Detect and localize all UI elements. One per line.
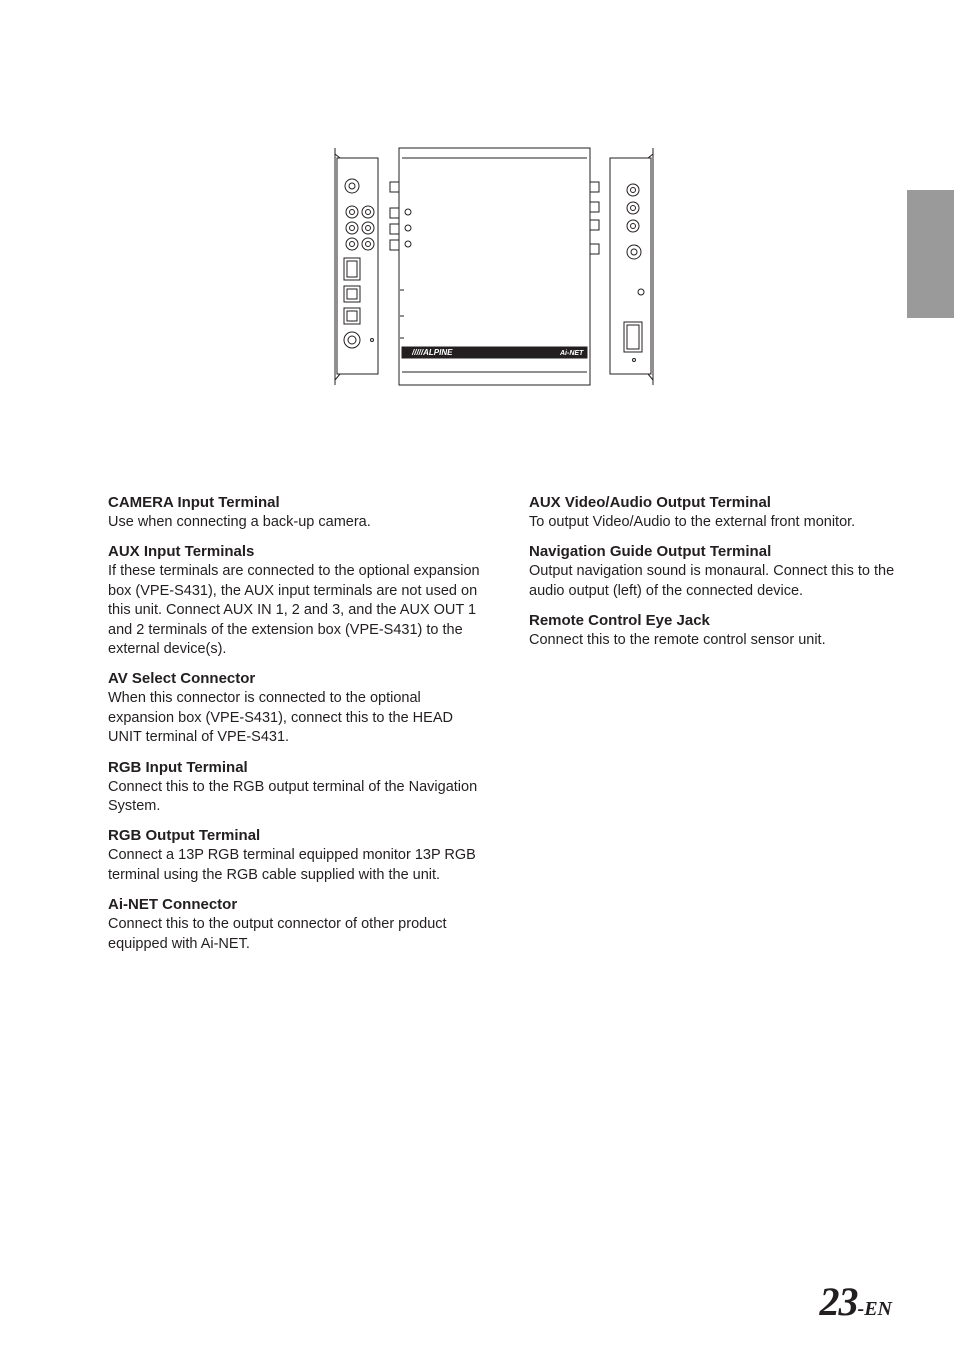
- section-body: Connect this to the output connector of other product equipped with Ai-NET.: [108, 916, 447, 952]
- section-body: To output Video/Audio to the external front monitor.: [529, 514, 856, 530]
- section-heading: AUX Input Terminals: [108, 543, 255, 561]
- section-body: Connect this to the remote control sensor unit.: [529, 632, 826, 649]
- alpine-logo: /////ALPINE: [412, 348, 453, 357]
- section-body: Use when connecting a back-up camera.: [108, 514, 371, 530]
- aux-input-section: [108, 541, 480, 659]
- page-number: [820, 1278, 892, 1325]
- rgb-input-section: [108, 757, 480, 817]
- left-column: [108, 492, 480, 963]
- unit-diagram: [320, 140, 660, 390]
- page-number-suffix: -EN: [857, 1298, 892, 1320]
- section-body: Connect a 13P RGB terminal equipped monitor 13P RGB terminal using the RGB cable supplied with the unit.: [108, 847, 476, 883]
- aux-output-section: [529, 492, 899, 532]
- page-number-value: 23: [819, 1279, 858, 1324]
- section-heading: Ai-NET Connector: [108, 896, 238, 914]
- camera-input-section: [108, 492, 480, 532]
- right-panel: [610, 148, 653, 385]
- section-body: When this connector is connected to the optional expansion box (VPE-S431), connect this to the HEAD UNIT terminal of VPE-S431.: [108, 690, 453, 746]
- section-heading: RGB Input Terminal: [108, 758, 248, 776]
- section-body: Connect this to the RGB output terminal of the Navigation System.: [108, 778, 478, 815]
- right-column: [529, 492, 899, 660]
- section-side-tab: [907, 190, 954, 318]
- remote-eye-section: [529, 610, 899, 650]
- section-body: Output navigation sound is monaural. Connect this to the audio output (left) of the connected device.: [529, 563, 895, 599]
- section-body: If these terminals are connected to the optional expansion box (VPE-S431), the AUX input terminals are not used on this unit. Connect AUX IN 1, 2 and 3, and the AUX OUT 1 and 2 terminals of the extension box (VPE-S431) to the external device(s).: [108, 563, 480, 658]
- ainet-logo: Ai-NET: [560, 350, 584, 357]
- section-heading: CAMERA Input Terminal: [108, 494, 280, 511]
- nav-guide-output-section: [529, 541, 899, 601]
- section-heading: AUX Video/Audio Output Terminal: [529, 494, 771, 511]
- left-panel: [335, 148, 378, 385]
- rgb-output-section: [108, 825, 480, 885]
- av-select-section: [108, 668, 480, 747]
- section-heading: AV Select Connector: [108, 670, 256, 688]
- section-heading: RGB Output Terminal: [108, 827, 261, 845]
- section-heading: Remote Control Eye Jack: [529, 612, 710, 630]
- section-heading: Navigation Guide Output Terminal: [529, 543, 772, 561]
- ainet-connector-section: [108, 894, 480, 954]
